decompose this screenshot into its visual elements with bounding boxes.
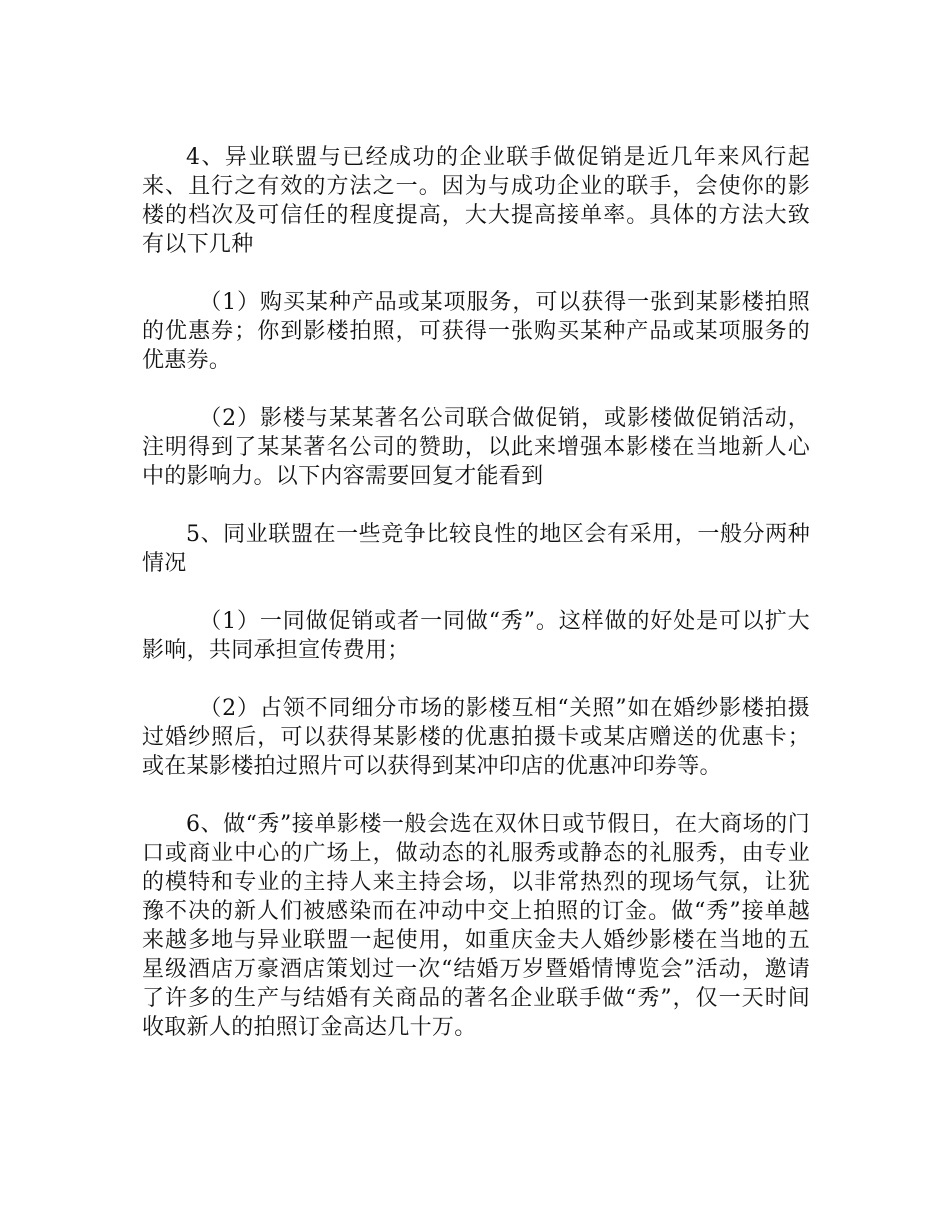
paragraph-5-item-2: （2）占领不同细分市场的影楼互相“关照”如在婚纱影楼拍摄过婚纱照后，可以获得某影楼的优惠拍摄卡或某店赠送的优惠卡；或在某影楼拍过照片可以获得到某冲印店的优惠冲印券等。 [142, 696, 810, 779]
document-body [142, 143, 810, 1071]
paragraph-4-item-2: （2）影楼与某某著名公司联合做促销，或影楼做促销活动，注明得到了某某著名公司的赞助，以此来增强本影楼在当地新人心中的影响力。以下内容需要回复才能看到 [142, 406, 810, 489]
paragraph-5-item-1: （1）一同做促销或者一同做“秀”。这样做的好处是可以扩大影响，共同承担宣传费用； [142, 609, 810, 663]
paragraph-5-heading: 5、同业联盟在一些竞争比较良性的地区会有采用，一般分两种情况 [142, 522, 810, 576]
paragraph-4-heading: 4、异业联盟与已经成功的企业联手做促销是近几年来风行起来、且行之有效的方法之一。因为与成功企业的联手，会使你的影楼的档次及可信任的程度提高，大大提高接单率。具体的方法大致有以下几种 [142, 145, 810, 257]
paragraph-4-item-1: （1）购买某种产品或某项服务，可以获得一张到某影楼拍照的优惠券；你到影楼拍照，可获得一张购买某种产品或某项服务的优惠券。 [142, 290, 810, 373]
paragraph-6: 6、做“秀”接单影楼一般会选在双休日或节假日，在大商场的门口或商业中心的广场上，做动态的礼服秀或静态的礼服秀，由专业的模特和专业的主持人来主持会场，以非常热烈的现场气氛，让犹豫不决的新人们被感染而在冲动中交上拍照的订金。做“秀”接单越来越多地与异业联盟一起使用，如重庆金夫人婚纱影楼在当地的五星级酒店万豪酒店策划过一次“结婚万岁暨婚情博览会”活动，邀请了许多的生产与结婚有关商品的著名企业联手做“秀”，仅一天时间收取新人的拍照订金高达几十万。 [142, 812, 810, 1040]
